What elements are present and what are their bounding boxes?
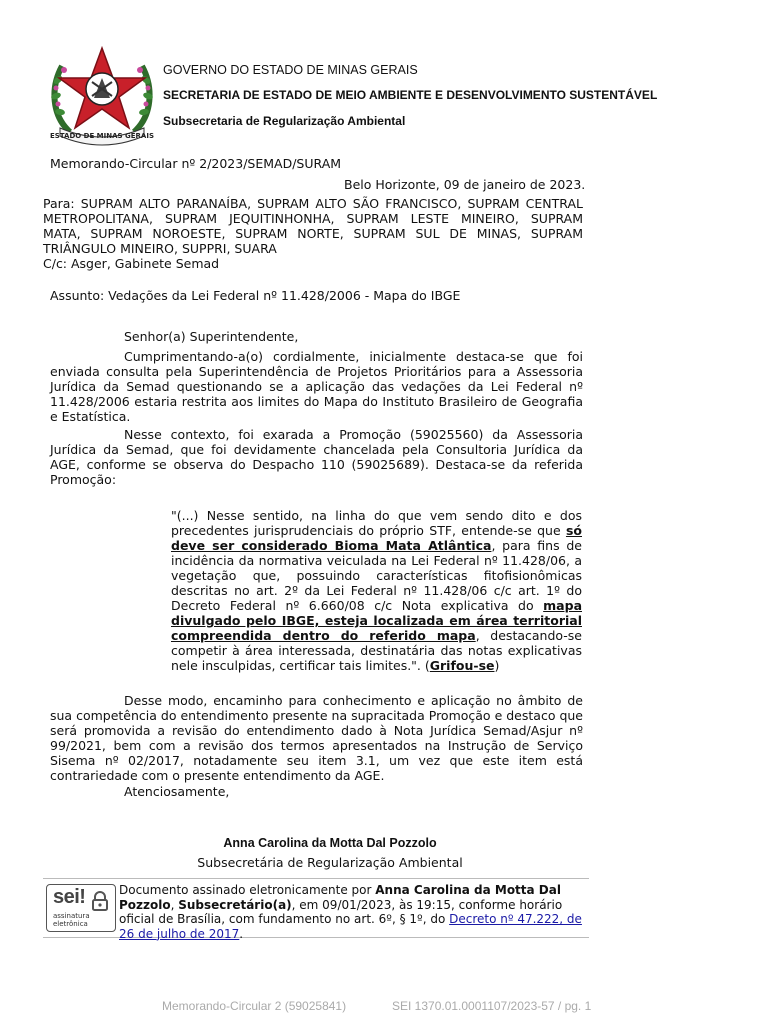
memo-number: Memorando-Circular nº 2/2023/SEMAD/SURAM: [50, 156, 342, 171]
signature-text: , em 09/01/2023, às 19:15, conforme horário oficial de Brasília, com fundamento no art. 6º, § 1º, do: [119, 897, 563, 926]
closing: Atenciosamente,: [124, 784, 230, 799]
quote-text: "(...) Nesse sentido, na linha do que vem sendo dito e dos precedentes jurisprudenciais do próprio STF, entende-se que: [171, 508, 582, 538]
footer-document-id: Memorando-Circular 2 (59025841): [162, 999, 347, 1013]
signature-signer: Anna Carolina da Motta Dal Pozzolo: [119, 883, 561, 912]
quote-text: , destacando-se competir à área interessada, destinatária das notas explicativas nele insculpidas, certificar tais limites.". (: [171, 628, 582, 673]
paragraph-3: Desse modo, encaminho para conhecimento e aplicação no âmbito de sua competência do entendimento presente na supracitada Promoção e destaco que será promovida a revisão do entendimento dado à Nota Jurídica Semad/Asjur nº 99/2021, bem com a revisão dos termos apresentados na Instrução de Serviço Sisema nº 02/2017, notadamente seu item 3.1, um vez que este item está contrariedade com o presente entendimento da AGE.: [50, 693, 583, 783]
sei-logo-text: sei!: [53, 886, 86, 908]
quote-emphasis: só deve ser considerado Bioma Mata Atlântica: [171, 523, 582, 553]
paragraph-1: Cumprimentando-a(o) cordialmente, inicialmente destaca-se que foi enviada consulta pela Superintendência de Projetos Prioritários para a Assessoria Jurídica da Semad questionando se a aplicação das vedações da Lei Federal nº 11.428/2006 estaria restrita aos limites do Mapa do Instituto Brasileiro de Geografia e Estatística.: [50, 349, 583, 424]
place-date: Belo Horizonte, 09 de janeiro de 2023.: [344, 177, 586, 192]
signer-role: Subsecretária de Regularização Ambiental: [197, 855, 463, 870]
signature-role: Subsecretário(a): [178, 897, 292, 912]
recipients-line: MATA, SUPRAM NOROESTE, SUPRAM NORTE, SUPRAM SUL DE MINAS, SUPRAM: [43, 226, 583, 241]
recipients-line: METROPOLITANA, SUPRAM JEQUITINHONHA, SUPRAM LESTE MINEIRO, SUPRAM: [43, 211, 583, 226]
cc-line: C/c: Asger, Gabinete Semad: [43, 256, 220, 271]
signature-statement: [119, 883, 585, 941]
signature-text: .: [239, 926, 244, 941]
signer-name: Anna Carolina da Motta Dal Pozzolo: [223, 836, 437, 850]
subsecretaria-line: Subsecretaria de Regularização Ambiental: [163, 114, 406, 128]
government-line: GOVERNO DO ESTADO DE MINAS GERAIS: [163, 63, 418, 77]
crest-text: ESTADO DE MINAS GERAIS: [49, 132, 155, 140]
sei-logo-subtitle: assinatura: [53, 912, 90, 920]
recipients-block: [43, 196, 583, 271]
signature-text: Documento assinado eletronicamente por: [119, 883, 376, 897]
quote-emphasis: mapa divulgado pelo IBGE, esteja localizada em área territorial compreendida dentro do referido mapa: [171, 598, 582, 643]
salutation: Senhor(a) Superintendente,: [124, 329, 299, 344]
subject-line: Assunto: Vedações da Lei Federal nº 11.428/2006 - Mapa do IBGE: [50, 288, 461, 303]
recipients-line: Para: SUPRAM ALTO PARANAÍBA, SUPRAM ALTO SÃO FRANCISCO, SUPRAM CENTRAL: [43, 196, 583, 211]
electronic-signature-box: [43, 878, 589, 941]
quote-text: ): [494, 658, 500, 673]
footer-process-page: SEI 1370.01.0001107/2023-57 / pg. 1: [392, 999, 592, 1013]
promotion-quote: [171, 508, 582, 673]
quote-text: , para fins de incidência da normativa veiculada na Lei Federal nº 11.428/06, a vegetação que, possuindo características fitofisionômicas descritas no art. 2º da Lei Federal nº 11.428/06 c/c art. 1º do Decreto Federal nº 6.660/08 c/c Nota explicativa do: [171, 538, 582, 613]
quote-emphasis: Grifou-se: [429, 658, 495, 673]
minas-gerais-coat-of-arms-icon: [46, 44, 158, 148]
coat-of-arms: [46, 44, 158, 148]
sei-logo-subtitle: eletrônica: [53, 920, 88, 928]
secretaria-line: SECRETARIA DE ESTADO DE MEIO AMBIENTE E DESENVOLVIMENTO SUSTENTÁVEL: [163, 88, 658, 102]
paragraph-2: Nesse contexto, foi exarada a Promoção (59025560) da Assessoria Jurídica da Semad, que foi devidamente chancelada pela Consultoria Jurídica da AGE, conforme se observa do Despacho 110 (59025689). Destaca-se da referida Promoção:: [50, 427, 583, 487]
decree-link[interactable]: Decreto nº 47.222, de 26 de julho de 2017: [119, 912, 582, 941]
recipients-line: TRIÂNGULO MINEIRO, SUPPRI, SUARA: [43, 241, 277, 256]
sei-logo-icon: [46, 884, 116, 932]
padlock-icon: [91, 891, 109, 911]
signature-text: ,: [170, 897, 179, 912]
